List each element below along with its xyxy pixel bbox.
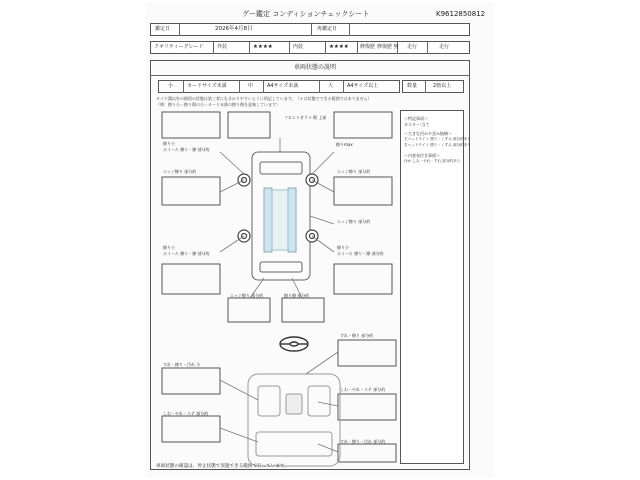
appraisal-date-label: 鑑定日 [155,26,171,32]
label-right-edge-front: エッジ擦り 部分的 [337,169,371,174]
comment-box-right-low [334,264,392,294]
comment-box-interior-right-3 [338,444,396,462]
label-left-rear: 擦り小 [163,245,175,250]
remarks-line-4: ほか しみ・やれ・すれ 部分的あり [404,159,461,163]
reappraisal-date-label: 再鑑定日 [317,26,338,32]
steering-wheel-icon [280,337,308,351]
remarks-title-2: ＜大きな凹みや歪み指摘＞ [404,131,452,136]
note-line-1: タイヤ溝以外の個別の状態は第三者にも分かりやすいように明記しています。（＊は状態でできる範囲ではありません） [156,96,372,101]
comment-box-left-low [162,264,220,294]
label-right-front: 擦りmax [336,142,353,147]
sheet-title: グー鑑定 コンディションチェックシート [242,10,370,18]
mileage-value: 走行 [439,44,450,50]
condition-sheet [146,2,494,478]
appraisal-date-value: 2026年4月8日 [215,26,253,32]
legend-medium-text: A4サイズ未満 [267,83,299,89]
exterior-label: 外装 [217,44,228,50]
label-interior-left-2: しわ・やれ・ステ 部分的 [163,411,209,416]
comment-box-interior-left-1 [162,368,220,394]
remarks-title-1: ＜特記事項＞ [404,116,428,121]
remarks-line-1: カスター:当て [404,122,430,127]
count-value: 2箇以上 [433,83,452,89]
repair-history-label: 修復歴 [360,44,376,50]
label-left-rear-sub: ホイール 擦り・擦 部分的 [163,251,210,256]
exterior-stars: ★★★★ [253,44,273,50]
remarks-line-3: 右ヘッドライト 擦り・くすみ 部分的あり [404,143,471,147]
label-right-rear-sub: ホイール 擦り・擦 部分的 [337,251,384,256]
comment-box-right-mid [334,177,392,205]
label-right-mid: エッジ擦り 部分的 [337,219,371,224]
legend-large-mark: 大 [328,83,334,89]
section-title: 車両状態の説明 [294,64,337,71]
label-left-edge-front: エッジ擦り 部分的 [163,169,197,174]
label-interior-right-3: すれ・擦り・汚れ 部分的 [340,439,386,444]
label-bottom-mid: 擦り擦 部分的 [284,293,310,298]
comment-box-top-mid-left [228,112,270,138]
comment-box-interior-right-1 [338,340,396,366]
remarks-line-2: 左ヘッドライト 擦り・くすみ 部分的あり [404,137,471,141]
label-left-front: 擦り小 [163,141,175,146]
damage-diagram [146,2,494,478]
note-line-2: （例：擦り小＝擦り傷の小＝カード未満の擦り傷を意味しています） [156,102,280,107]
label-interior-right-2: しわ・やれ・ステ 部分的 [340,387,386,392]
car-top-view [252,152,310,280]
label-left-front-sub: ホイール 擦り・擦 部分的 [163,147,210,152]
interior-diagram [248,374,340,466]
legend-medium-mark: 中 [248,83,254,89]
label-right-rear: 擦り小 [337,245,349,250]
label-interior-right-1: すれ・擦り 部分的 [340,333,374,338]
sheet-code: K9612850812 [436,10,486,18]
mileage-label: 走行 [407,44,418,50]
label-top-center: フロントガラス 傷 上部 [284,115,327,120]
comment-box-bottom-left [228,298,270,322]
label-interior-left-1: すれ・擦り・汚れ 小 [163,362,201,367]
comment-box-interior-left-2 [162,416,220,442]
legend-small-mark: 小 [168,83,174,89]
interior-label: 内装 [293,44,304,50]
interior-stars: ★★★★ [329,44,349,50]
comment-box-top-right [334,112,392,138]
legend-large-text: A4サイズ以上 [347,83,379,89]
count-label: 数量 [407,83,418,89]
remarks-title-3: ＜内装気付き事項＞ [404,153,440,158]
comment-box-bottom-mid [282,298,324,322]
legend-small-text: カードサイズ未満 [187,83,227,89]
interior-leader-lines [220,352,338,452]
label-bottom-left: エッジ擦り 部分的 [230,293,264,298]
comment-box-interior-right-2 [338,394,396,420]
comment-box-top-left [162,112,220,138]
footer-note: 車両状態の確認は、停止状態で実施できる範囲で行っています。 [156,464,289,469]
comment-box-left-mid [162,177,220,205]
quality-grade-label: クオリティーグレード [154,44,204,50]
repair-history-value: 修復歴 無 [377,44,399,50]
